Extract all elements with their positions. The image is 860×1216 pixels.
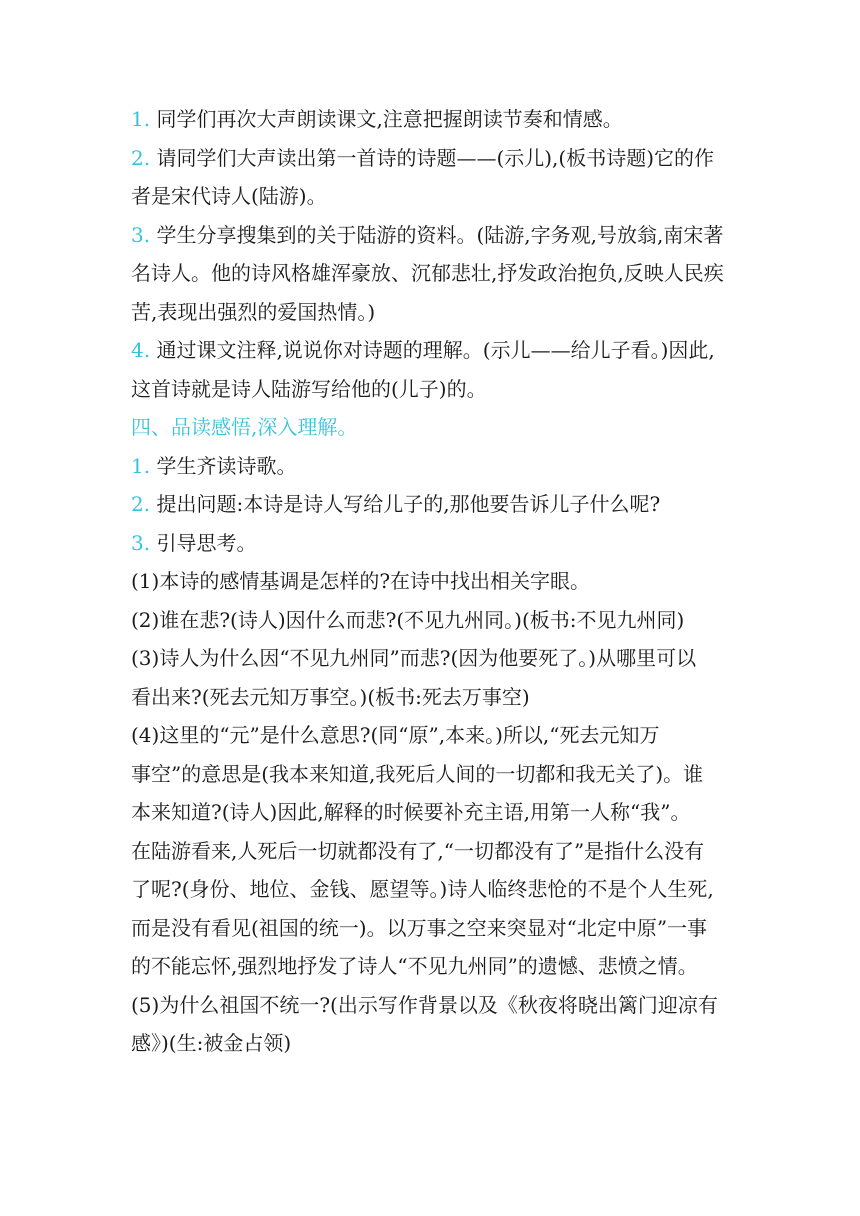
section-heading: 四、品读感悟,深入理解。 xyxy=(131,415,358,439)
list-item-text: 苦,表现出强烈的爱国热情。) xyxy=(131,299,376,324)
text-line xyxy=(131,254,731,293)
paragraph-text: 事空”的意思是(我本来知道,我死后人间的一切都和我无关了)。谁 xyxy=(131,761,704,786)
list-item-text: 学生齐读诗歌。 xyxy=(150,453,297,478)
list-item-text: 同学们再次大声朗读课文,注意把握朗读节奏和情感。 xyxy=(150,107,623,131)
list-item-text: 引导思考。 xyxy=(150,530,257,555)
paragraph-text: (4)这里的“元”是什么意思?(同“原”,本来。)所以,“死去元知万 xyxy=(131,723,660,747)
text-line xyxy=(131,678,731,717)
paragraph-text: 看出来?(死去元知万事空。)(板书:死去万事空) xyxy=(131,684,530,709)
text-line xyxy=(131,793,731,832)
list-item-text: 者是宋代诗人(陆游)。 xyxy=(131,184,327,208)
list-number: 4. xyxy=(131,338,151,362)
text-line xyxy=(131,755,731,794)
paragraph-text: 而是没有看见(祖国的统一)。以万事之空来突显对“北定中原”一事 xyxy=(131,915,708,940)
list-number: 1. xyxy=(131,453,151,478)
list-item-1 xyxy=(131,447,731,486)
paragraph-text: 的不能忘怀,强烈地抒发了诗人“不见九州同”的遗憾、悲愤之情。 xyxy=(131,954,698,978)
list-item-2 xyxy=(131,139,731,178)
text-line xyxy=(131,370,731,409)
list-item-text: 通过课文注释,说说你对诗题的理解。(示儿——给儿子看。)因此, xyxy=(150,338,715,362)
list-item-text: 提出问题:本诗是诗人写给儿子的,那他要告诉儿子什么呢? xyxy=(150,492,661,516)
paragraph-text: (2)谁在悲?(诗人)因什么而悲?(不见九州同。)(板书:不见九州同) xyxy=(131,607,685,632)
text-line xyxy=(131,1024,731,1063)
document-body xyxy=(131,100,731,1063)
text-line xyxy=(131,870,731,909)
list-item-2 xyxy=(131,485,731,524)
list-number: 2. xyxy=(131,492,151,516)
paragraph-text: 在陆游看来,人死后一切就都没有了,“一切都没有了”是指什么没有 xyxy=(131,838,705,863)
list-item-1 xyxy=(131,100,731,139)
paragraph-text: (5)为什么祖国不统一?(出示写作背景以及《秋夜将晓出篱门迎凉有 xyxy=(131,992,718,1017)
text-line xyxy=(131,601,731,640)
list-item-3 xyxy=(131,216,731,255)
text-line xyxy=(131,986,731,1025)
paragraph-text: 了呢?(身份、地位、金钱、愿望等。)诗人临终悲怆的不是个人生死, xyxy=(131,877,714,901)
text-line xyxy=(131,562,731,601)
text-line xyxy=(131,716,731,755)
paragraph-text: (1)本诗的感情基调是怎样的?在诗中找出相关字眼。 xyxy=(131,569,591,593)
list-number: 2. xyxy=(131,145,151,170)
paragraph-text: 感》)(生:被金占领) xyxy=(131,1031,292,1055)
list-number: 3. xyxy=(131,530,151,555)
paragraph-text: (3)诗人为什么因“不见九州同”而悲?(因为他要死了。)从哪里可以 xyxy=(131,646,697,670)
text-line xyxy=(131,177,731,216)
list-item-text: 学生分享搜集到的关于陆游的资料。(陆游,字务观,号放翁,南宋著 xyxy=(150,222,724,247)
list-item-3 xyxy=(131,524,731,563)
text-line xyxy=(131,947,731,986)
paragraph-text: 本来知道?(诗人)因此,解释的时候要补充主语,用第一人称“我”。 xyxy=(131,800,691,824)
list-item-text: 这首诗就是诗人陆游写给他的(儿子)的。 xyxy=(131,376,487,401)
text-line xyxy=(131,293,731,332)
list-item-text: 请同学们大声读出第一首诗的诗题——(示儿),(板书诗题)它的作 xyxy=(150,145,715,170)
list-item-text: 名诗人。他的诗风格雄浑豪放、沉郁悲壮,抒发政治抱负,反映人民疾 xyxy=(131,261,724,285)
list-item-4 xyxy=(131,331,731,370)
text-line xyxy=(131,832,731,871)
text-line xyxy=(131,639,731,678)
text-line xyxy=(131,909,731,948)
list-number: 3. xyxy=(131,222,151,247)
list-number: 1. xyxy=(131,107,151,131)
